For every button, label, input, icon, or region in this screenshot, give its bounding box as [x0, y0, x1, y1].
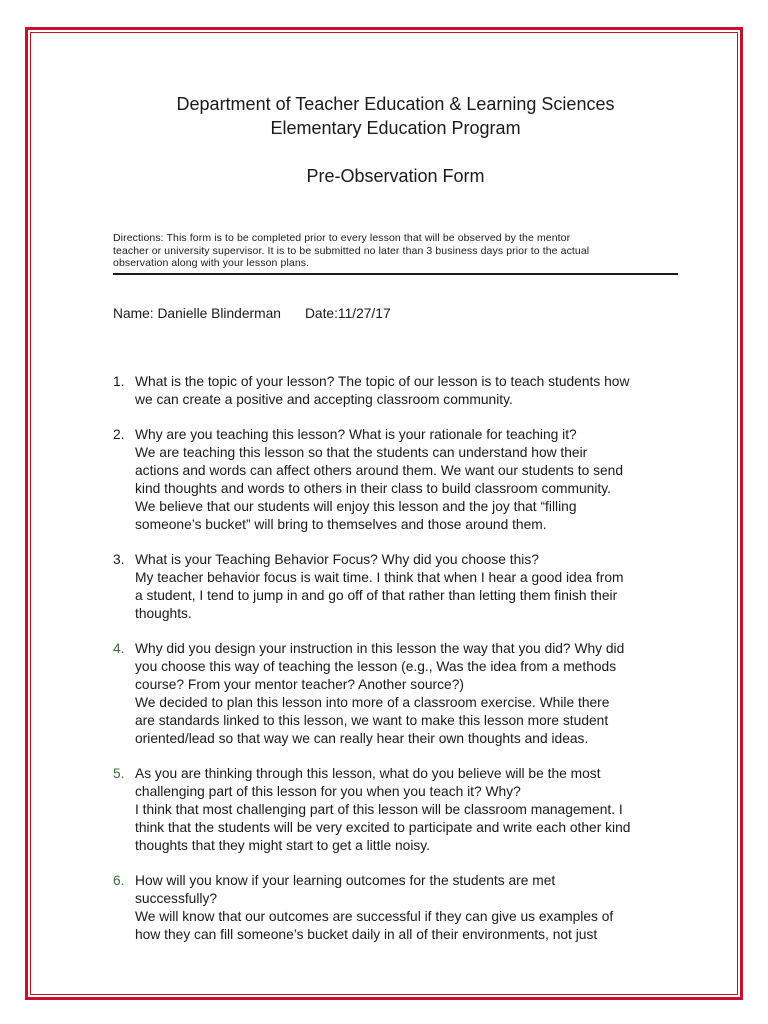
question-number: 4. — [113, 640, 125, 656]
question-line: challenging part of this lesson for you when you teach it? Why? — [135, 783, 521, 799]
question-line: course? From your mentor teacher? Another source?) — [135, 676, 464, 692]
question-line: What is your Teaching Behavior Focus? Why did you choose this? — [135, 551, 539, 567]
date-field: Date:11/27/17 — [304, 305, 391, 321]
name-date-row — [113, 305, 678, 323]
answer-line: We are teaching this lesson so that the students can understand how their — [135, 444, 588, 460]
answer-line: oriented/lead so that way we can really hear their own thoughts and ideas. — [135, 730, 589, 746]
question-line: we can create a positive and accepting classroom community. — [135, 391, 513, 407]
question-list — [113, 373, 678, 944]
answer-line: We believe that our students will enjoy this lesson and the joy that “filling — [135, 498, 577, 514]
question-line: you choose this way of teaching the lesson (e.g., Was the idea from a methods — [135, 658, 617, 674]
answer-line: kind thoughts and words to others in their class to build classroom community. — [135, 480, 611, 496]
directions-line: Directions: This form is to be completed prior to every lesson that will be observed by the mentor — [113, 232, 571, 244]
question-line: What is the topic of your lesson? The topic of our lesson is to teach students how — [135, 373, 630, 389]
question-number: 5. — [113, 765, 125, 781]
question-item — [113, 640, 678, 748]
directions-block — [113, 232, 678, 275]
question-item — [113, 426, 678, 534]
program-heading: Elementary Education Program — [270, 118, 521, 138]
question-number: 1. — [113, 373, 125, 389]
question-line: How will you know if your learning outcomes for the students are met — [135, 872, 556, 888]
answer-line: We decided to plan this lesson into more of a classroom exercise. While there — [135, 694, 610, 710]
question-line: Why did you design your instruction in this lesson the way that you did? Why did — [135, 640, 625, 656]
answer-line: actions and words can affect others around them. We want our students to send — [135, 462, 624, 478]
answer-line: thoughts that they might start to get a little noisy. — [135, 837, 431, 853]
question-item — [113, 551, 678, 623]
question-item — [113, 872, 678, 944]
form-page — [113, 92, 678, 961]
department-heading: Department of Teacher Education & Learning Sciences — [176, 94, 615, 114]
question-number: 6. — [113, 872, 125, 888]
question-item — [113, 765, 678, 855]
answer-line: are standards linked to this lesson, we want to make this lesson more student — [135, 712, 609, 728]
question-number: 2. — [113, 426, 125, 442]
name-field: Name: Danielle Blinderman — [113, 305, 281, 321]
answer-line: how they can fill someone’s bucket daily in all of their environments, not just — [135, 926, 598, 942]
answer-line: thoughts. — [135, 605, 192, 621]
question-line: successfully? — [135, 890, 218, 906]
answer-line: We will know that our outcomes are successful if they can give us examples of — [135, 908, 614, 924]
answer-line: I think that most challenging part of this lesson will be classroom management. I — [135, 801, 623, 817]
answer-line: someone’s bucket” will bring to themselves and those around them. — [135, 516, 547, 532]
directions-line: teacher or university supervisor. It is to be submitted no later than 3 business days prior to the actual — [113, 244, 590, 257]
directions-line: observation along with your lesson plans. — [113, 257, 310, 269]
form-title: Pre-Observation Form — [306, 166, 485, 186]
answer-line: think that the students will be very excited to participate and write each other kind — [135, 819, 631, 835]
answer-line: a student, I tend to jump in and go off of that rather than letting them finish their — [135, 587, 618, 603]
question-number: 3. — [113, 551, 125, 567]
question-line: As you are thinking through this lesson, what do you believe will be the most — [135, 765, 601, 781]
question-item — [113, 373, 678, 409]
answer-line: My teacher behavior focus is wait time. I think that when I hear a good idea from — [135, 569, 624, 585]
question-line: Why are you teaching this lesson? What is your rationale for teaching it? — [135, 426, 577, 442]
